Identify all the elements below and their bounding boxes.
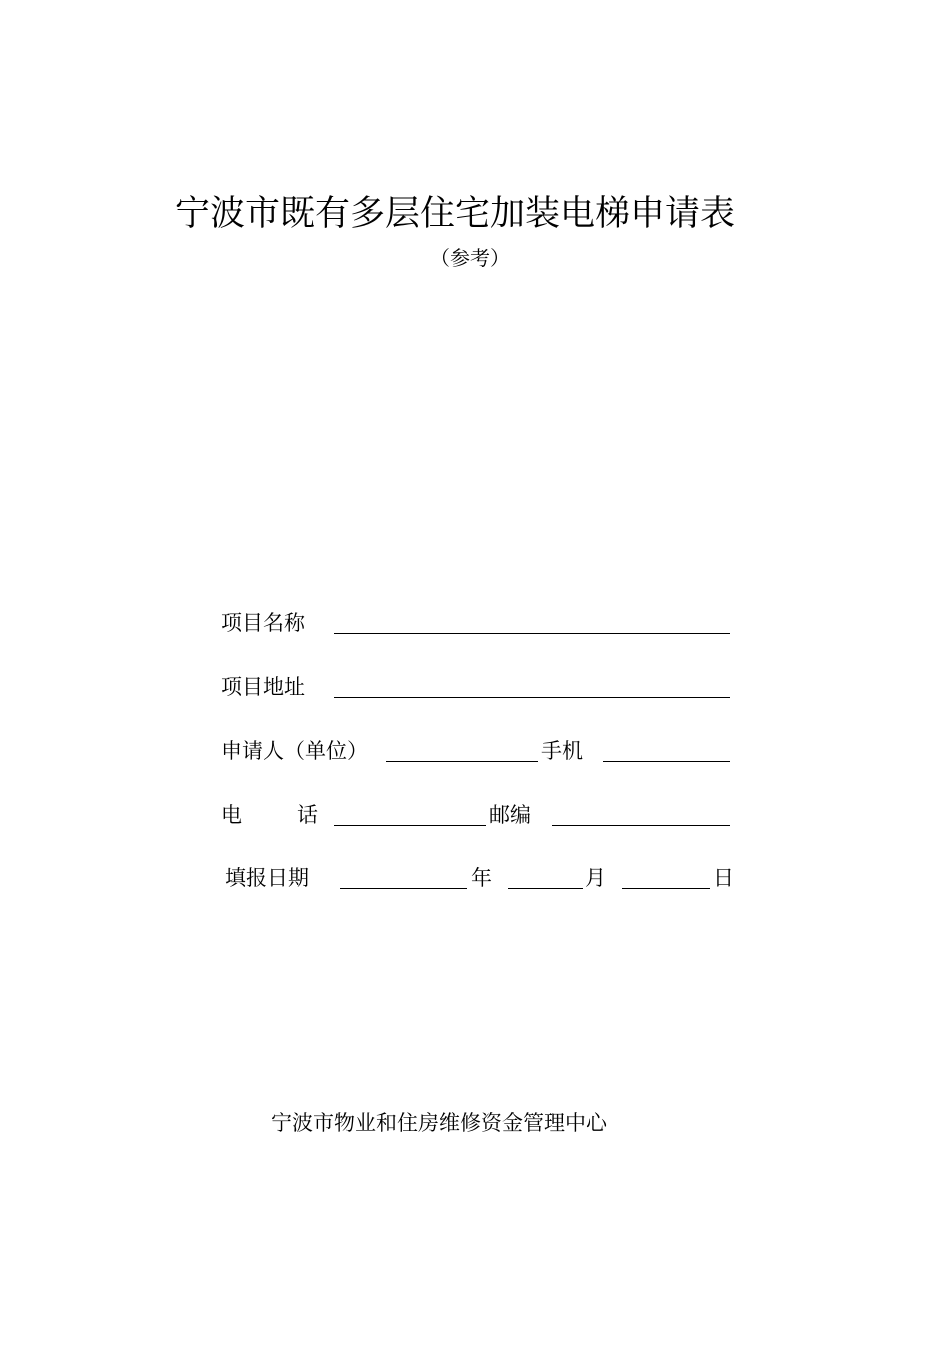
month-field[interactable] [508, 888, 583, 889]
day-field[interactable] [622, 888, 710, 889]
postcode-label: 邮编 [489, 803, 531, 827]
phone-label-char2: 话 [297, 803, 318, 827]
issuer-name: 宁波市物业和住房维修资金管理中心 [271, 1111, 607, 1135]
day-label: 日 [713, 866, 734, 890]
page-subtitle: （参考） [430, 246, 510, 270]
year-label: 年 [471, 866, 492, 890]
phone-field[interactable] [334, 825, 486, 826]
project-name-label: 项目名称 [221, 611, 305, 635]
project-address-field[interactable] [334, 697, 730, 698]
project-address-label: 项目地址 [221, 675, 305, 699]
applicant-field[interactable] [386, 761, 538, 762]
mobile-label: 手机 [541, 739, 583, 763]
postcode-field[interactable] [552, 825, 730, 826]
phone-label-char1: 电 [221, 803, 242, 827]
page-title: 宁波市既有多层住宅加装电梯申请表 [174, 194, 735, 234]
year-field[interactable] [340, 888, 467, 889]
applicant-label: 申请人（单位） [221, 739, 368, 763]
month-label: 月 [585, 866, 606, 890]
mobile-field[interactable] [603, 761, 730, 762]
fill-date-label: 填报日期 [225, 866, 309, 890]
project-name-field[interactable] [334, 633, 730, 634]
